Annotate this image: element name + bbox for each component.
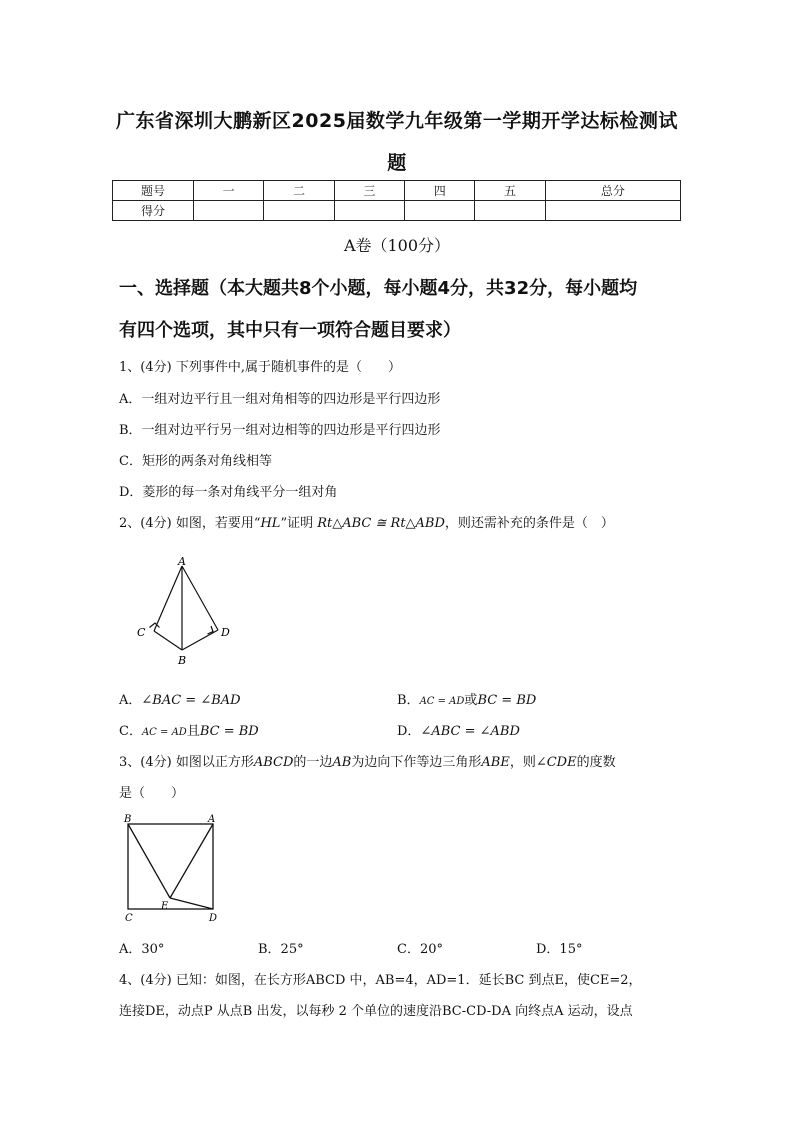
- q3-label-d: D: [209, 913, 218, 924]
- score-table: [112, 180, 681, 221]
- q1-option-b: B．一组对边平行另一组对边相等的四边形是平行四边形: [119, 423, 441, 438]
- q3-label-e: E: [161, 901, 169, 912]
- q2-option-d-label: D．: [397, 724, 421, 739]
- q4-stem-line2: 连接DE，动点P 从点B 出发，以每秒 2 个单位的速度沿BC-CD-DA 向终点A 运动，设点: [119, 1004, 633, 1019]
- score-table-header-cell: 二: [264, 181, 334, 201]
- q3-stem-line2: 是（ ）: [119, 786, 185, 801]
- score-cell[interactable]: [334, 201, 404, 221]
- q2-option-b-expr1: AC = AD: [419, 696, 465, 707]
- q3-option-d: D．15°: [536, 942, 583, 957]
- score-cell[interactable]: [475, 201, 545, 221]
- q3-label-b: B: [124, 814, 132, 825]
- q1-option-c: C．矩形的两条对角线相等: [119, 454, 272, 469]
- paper-a-heading: A卷（100分）: [343, 236, 451, 255]
- q3-label-c: C: [125, 913, 133, 924]
- score-table-header-cell: 三: [334, 181, 404, 201]
- q3-stem-text: 的度数: [576, 755, 616, 770]
- q3-stem-text: 3、(4分) 如图以正方形: [119, 755, 254, 770]
- q3-option-b: B．25°: [258, 942, 304, 957]
- score-table-header-cell: 一: [194, 181, 264, 201]
- q2-label-b: B: [178, 654, 187, 667]
- score-cell[interactable]: [194, 201, 264, 221]
- q1-option-a: A．一组对边平行且一组对角相等的四边形是平行四边形: [119, 392, 441, 407]
- q3-label-a: A: [208, 814, 216, 825]
- q3-figure-square: [118, 810, 228, 928]
- q1-stem: 1、(4分) 下列事件中,属于随机事件的是（ ）: [119, 360, 401, 375]
- q1-option-d: D．菱形的每一条对角线平分一组对角: [119, 485, 338, 500]
- score-table-header-cell: 四: [405, 181, 475, 201]
- q2-option-d: [397, 720, 520, 739]
- section-heading-line1: 一、选择题（本大题共8个小题，每小题4分，共32分，每小题均: [119, 278, 638, 299]
- q2-option-c-expr2: BC = BD: [199, 724, 259, 739]
- q2-label-d: D: [221, 626, 230, 639]
- q2-option-c: [119, 720, 259, 739]
- section-heading-line2: 有四个选项，其中只有一项符合题目要求）: [119, 320, 461, 341]
- q2-option-d-expr: ∠ABC = ∠ABD: [420, 724, 520, 739]
- score-table-header-cell: 五: [475, 181, 545, 201]
- q2-option-c-word: 且: [186, 724, 200, 739]
- q3-stem-math: ABE: [481, 755, 510, 770]
- q2-option-c-label: C．: [119, 724, 142, 739]
- q2-stem-text: ”证明: [280, 516, 318, 531]
- q2-stem: [119, 512, 614, 531]
- q2-figure-kite: [128, 552, 238, 670]
- q3-stem-text: ，则: [509, 755, 536, 770]
- q2-stem-hl: HL: [260, 516, 281, 531]
- page-title-line2: 题: [387, 152, 407, 174]
- q3-stem-text: 为边向下作等边三角形: [351, 755, 482, 770]
- score-table-row-label: 得分: [113, 201, 194, 221]
- q2-option-b-expr2: BC = BD: [477, 693, 537, 708]
- score-cell[interactable]: [405, 201, 475, 221]
- q2-option-a-label: A．: [119, 693, 142, 708]
- score-cell[interactable]: [264, 201, 334, 221]
- q3-stem-math: AB: [332, 755, 352, 770]
- score-table-header-row: [113, 181, 681, 201]
- q2-stem-text: ，则还需补充的条件是（ ）: [444, 516, 614, 531]
- q2-option-c-expr1: AC = AD: [141, 727, 187, 738]
- q2-stem-expr: Rt△ABC ≅ Rt△ABD: [317, 516, 445, 531]
- q2-option-a: [119, 689, 241, 708]
- q3-stem-text: 的一边: [293, 755, 333, 770]
- score-table-score-row: [113, 201, 681, 221]
- q2-option-b-word: 或: [464, 693, 478, 708]
- q2-option-b: [397, 689, 536, 708]
- q3-stem-math: ∠CDE: [535, 755, 577, 770]
- page-title-line1: 广东省深圳大鹏新区2025届数学九年级第一学期开学达标检测试: [116, 110, 678, 132]
- score-cell[interactable]: [545, 201, 680, 221]
- q4-stem-line1: 4、(4分) 已知：如图，在长方形ABCD 中，AB=4，AD=1．延长BC 到点E，使CE=2，: [119, 973, 642, 988]
- q3-stem-line1: [119, 751, 616, 770]
- q2-label-a: A: [178, 555, 186, 568]
- q3-option-a: A．30°: [119, 942, 165, 957]
- score-table-header-cell: 题号: [113, 181, 194, 201]
- score-table-header-cell: 总分: [545, 181, 680, 201]
- q2-option-b-label: B．: [397, 693, 420, 708]
- q2-label-c: C: [137, 626, 146, 639]
- q2-option-a-expr: ∠BAC = ∠BAD: [141, 693, 241, 708]
- q2-stem-text: 2、(4分) 如图，若要用“: [119, 516, 261, 531]
- q3-option-c: C．20°: [397, 942, 443, 957]
- q3-stem-math: ABCD: [253, 755, 294, 770]
